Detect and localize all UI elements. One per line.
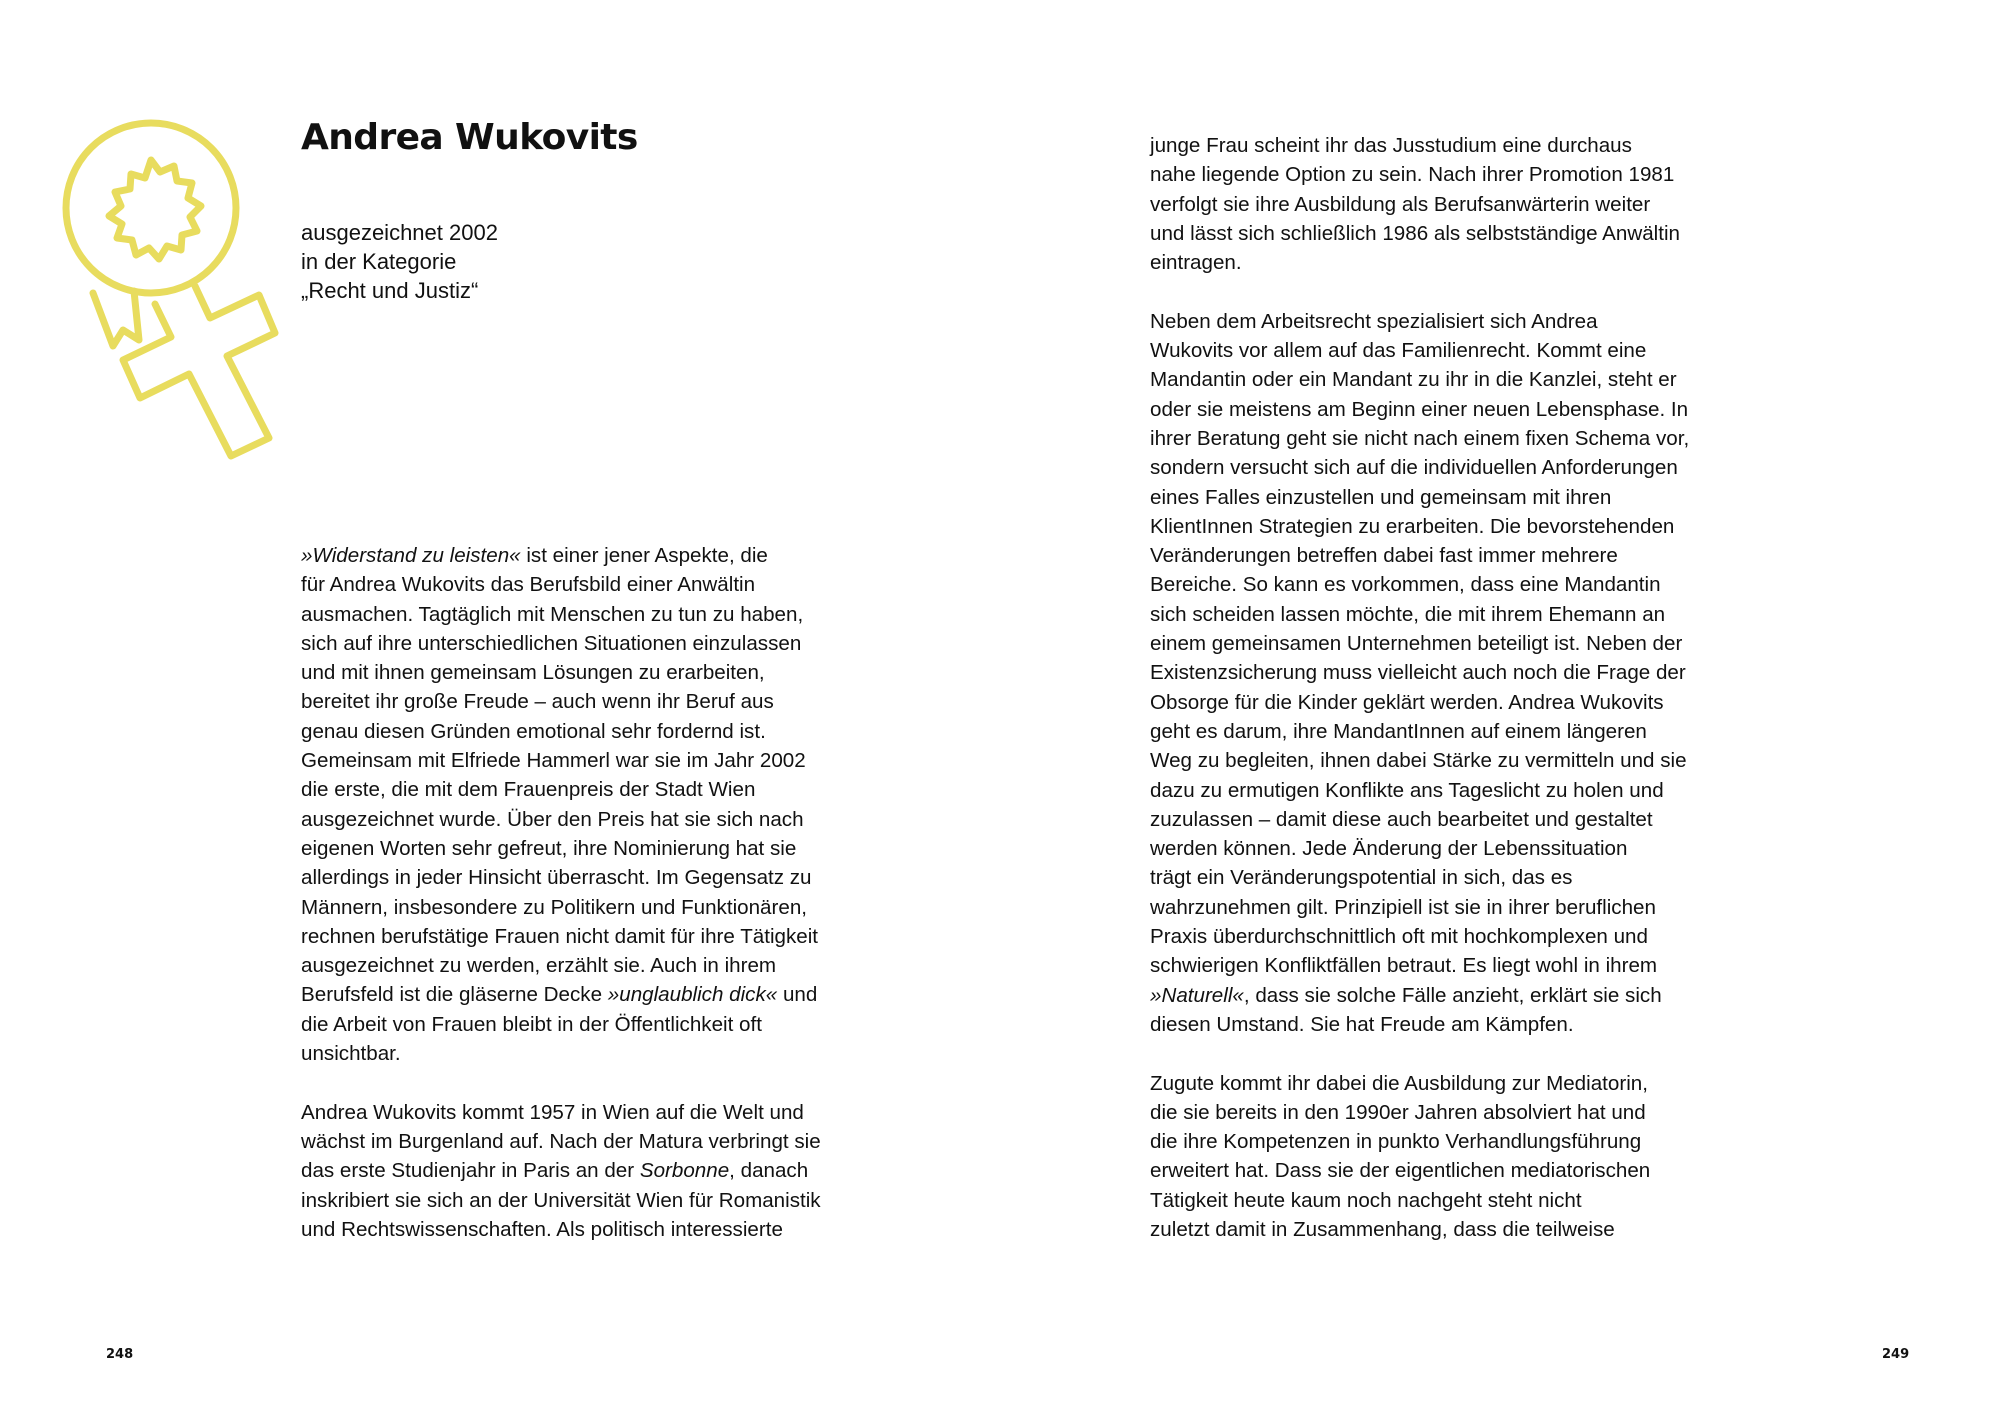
text-segment: ausgezeichnet zu werden, erzählt sie. Auch in ihrem	[301, 954, 777, 978]
text-segment: für Andrea Wukovits das Berufsbild einer Anwältin	[301, 573, 756, 597]
text-line	[1150, 805, 1689, 834]
text-segment: und lässt sich schließlich 1986 als selbstständige Anwältin	[1150, 221, 1681, 245]
emphasized-text: »Widerstand zu leisten«	[301, 544, 521, 567]
text-segment: junge Frau scheint ihr das Jusstudium eine durchaus	[1150, 134, 1632, 157]
text-line	[1150, 981, 1689, 1010]
text-line	[1150, 541, 1689, 570]
text-line	[1150, 776, 1689, 805]
award-category-label: in der Kategorie	[301, 249, 457, 274]
text-line	[301, 805, 821, 834]
page-number-left: 248	[106, 1347, 134, 1362]
page-number-right: 249	[1882, 1347, 1910, 1362]
text-line	[301, 570, 821, 599]
award-info	[301, 218, 498, 305]
text-line	[1150, 600, 1689, 629]
text-segment: Neben dem Arbeitsrecht spezialisiert sich Andrea	[1150, 309, 1598, 333]
text-segment: diesen Umstand. Sie hat Freude am Kämpfen.	[1150, 1012, 1574, 1036]
text-line	[1150, 658, 1689, 687]
text-line	[301, 775, 821, 804]
paragraph-gap	[301, 1068, 821, 1097]
text-line	[301, 951, 821, 980]
text-line	[301, 1098, 821, 1127]
text-line	[301, 980, 821, 1009]
text-segment: KlientInnen Strategien zu erarbeiten. Die bevorstehenden	[1150, 514, 1675, 538]
text-line	[1150, 629, 1689, 658]
text-line	[1150, 1156, 1689, 1185]
text-segment: und Rechtswissenschaften. Als politisch interessierte	[301, 1217, 783, 1241]
text-line	[301, 600, 821, 629]
text-line	[1150, 307, 1689, 336]
text-segment: Praxis überdurchschnittlich oft mit hochkomplexen und	[1150, 925, 1648, 949]
text-segment: wächst im Burgenland auf. Nach der Matura verbringt sie	[301, 1129, 821, 1153]
text-segment: Tätigkeit heute kaum noch nachgeht steht nicht	[1150, 1188, 1582, 1212]
text-line	[1150, 424, 1689, 453]
text-segment: Männern, insbesondere zu Politikern und Funktionären,	[301, 895, 807, 919]
text-segment: Existenzsicherung muss vielleicht auch noch die Frage der	[1150, 661, 1686, 685]
text-segment: einem gemeinsamen Unternehmen beteiligt ist. Neben der	[1150, 632, 1683, 656]
text-line	[1150, 248, 1689, 277]
text-segment: die ihre Kompetenzen in punkto Verhandlungsführung	[1150, 1130, 1642, 1154]
text-segment: verfolgt sie ihre Ausbildung als Berufsanwärterin weiter	[1150, 192, 1651, 216]
text-line	[301, 1156, 821, 1185]
text-line	[1150, 365, 1689, 394]
text-segment: Andrea Wukovits kommt 1957 in Wien auf die Welt und	[301, 1100, 804, 1124]
text-segment: sich auf ihre unterschiedlichen Situationen einzulassen	[301, 631, 802, 655]
emphasized-text: »unglaublich dick«	[607, 983, 778, 1007]
text-segment: ausgezeichnet wurde. Über den Preis hat sie sich nach	[301, 807, 804, 831]
text-line	[1150, 1186, 1689, 1215]
text-line	[1150, 1127, 1689, 1156]
text-line	[1150, 951, 1689, 980]
text-line	[1150, 512, 1689, 541]
text-segment: und	[777, 983, 818, 1007]
female-symbol-rosette-icon	[55, 118, 315, 468]
text-line	[301, 1010, 821, 1039]
text-segment: ihrer Beratung geht sie nicht nach einem fixen Schema vor,	[1150, 426, 1690, 450]
page-title: Andrea Wukovits	[301, 117, 638, 158]
text-line	[301, 1127, 821, 1156]
text-line	[301, 834, 821, 863]
text-segment: nahe liegende Option zu sein. Nach ihrer Promotion 1981	[1150, 163, 1675, 187]
text-segment: zuletzt damit in Zusammenhang, dass die teilweise	[1150, 1217, 1615, 1241]
text-segment: Berufsfeld ist die gläserne Decke	[301, 983, 608, 1007]
text-line	[1150, 1215, 1689, 1244]
text-line	[1150, 336, 1689, 365]
text-segment: trägt ein Veränderungspotential in sich, das es	[1150, 866, 1573, 890]
text-segment: wahrzunehmen gilt. Prinzipiell ist sie in ihrer beruflichen	[1150, 895, 1656, 919]
text-line	[301, 541, 821, 570]
text-segment: werden können. Jede Änderung der Lebenssituation	[1150, 837, 1628, 861]
text-segment: , danach	[729, 1159, 809, 1183]
text-segment: sich scheiden lassen möchte, die mit ihrem Ehemann an	[1150, 602, 1666, 626]
text-line	[1150, 863, 1689, 892]
text-segment: schwierigen Konfliktfällen betraut. Es liegt wohl in ihrem	[1150, 954, 1658, 978]
emphasized-text: Sorbonne	[639, 1159, 730, 1183]
award-year: ausgezeichnet 2002	[301, 220, 498, 245]
text-segment: ausmachen. Tagtäglich mit Menschen zu tun zu haben,	[301, 602, 804, 626]
text-segment: Gemeinsam mit Elfriede Hammerl war sie im Jahr 2002	[301, 749, 806, 773]
text-segment: bereitet ihr große Freude – auch wenn ihr Beruf aus	[301, 690, 774, 714]
text-line	[1150, 893, 1689, 922]
text-line	[1150, 834, 1689, 863]
text-segment: erweitert hat. Dass sie der eigentlichen mediatorischen	[1150, 1159, 1651, 1183]
text-segment: rechnen berufstätige Frauen nicht damit für ihre Tätigkeit	[301, 924, 819, 948]
left-text-column	[301, 541, 821, 1244]
text-line	[301, 687, 821, 716]
text-segment: eintragen.	[1150, 251, 1242, 275]
emphasized-text: »Naturell«	[1150, 983, 1244, 1007]
text-segment: und mit ihnen gemeinsam Lösungen zu erarbeiten,	[301, 661, 765, 685]
text-segment: unsichtbar.	[301, 1042, 401, 1066]
text-line	[1150, 1069, 1689, 1098]
text-segment: , dass sie solche Fälle anzieht, erklärt sie sich	[1243, 983, 1662, 1007]
text-line	[301, 893, 821, 922]
text-segment: eines Falles einzustellen und gemeinsam mit ihren	[1150, 485, 1612, 509]
text-line	[1150, 717, 1689, 746]
paragraph-gap	[1150, 277, 1689, 306]
text-segment: dazu zu ermutigen Konflikte ans Tageslicht zu holen und	[1150, 778, 1664, 802]
text-segment: eigenen Worten sehr gefreut, ihre Nominierung hat sie	[301, 836, 797, 860]
text-segment: zuzulassen – damit diese auch bearbeitet und gestaltet	[1150, 807, 1653, 831]
right-text-column	[1150, 131, 1689, 1244]
text-segment: die erste, die mit dem Frauenpreis der Stadt Wien	[301, 778, 756, 802]
text-line	[301, 922, 821, 951]
text-segment: genau diesen Gründen emotional sehr fordernd ist.	[301, 719, 766, 743]
text-segment: sondern versucht sich auf die individuellen Anforderungen	[1150, 456, 1678, 480]
text-line	[1150, 395, 1689, 424]
text-line	[1150, 1010, 1689, 1039]
text-line	[1150, 160, 1689, 189]
text-segment: Weg zu begleiten, ihnen dabei Stärke zu vermitteln und sie	[1150, 749, 1687, 773]
text-line	[1150, 922, 1689, 951]
text-line	[301, 658, 821, 687]
text-segment: geht es darum, ihre MandantInnen auf einem längeren	[1150, 719, 1647, 743]
text-line	[1150, 688, 1689, 717]
text-segment: Mandantin oder ein Mandant zu ihr in die Kanzlei, steht er	[1150, 368, 1677, 392]
text-line	[301, 629, 821, 658]
text-line	[1150, 1098, 1689, 1127]
text-line	[301, 717, 821, 746]
text-segment: Bereiche. So kann es vorkommen, dass eine Mandantin	[1150, 573, 1661, 597]
text-line	[301, 746, 821, 775]
text-segment: Zugute kommt ihr dabei die Ausbildung zur Mediatorin,	[1150, 1071, 1648, 1095]
text-line	[1150, 746, 1689, 775]
text-line	[301, 1186, 821, 1215]
text-segment: oder sie meistens am Beginn einer neuen Lebensphase. In	[1150, 397, 1689, 421]
text-segment: inskribiert sie sich an der Universität Wien für Romanistik	[301, 1188, 821, 1212]
text-line	[1150, 131, 1689, 160]
text-line	[301, 1039, 821, 1068]
text-segment: ist einer jener Aspekte, die	[520, 544, 768, 567]
paragraph-gap	[1150, 1039, 1689, 1068]
text-line	[1150, 219, 1689, 248]
text-segment: Obsorge für die Kinder geklärt werden. Andrea Wukovits	[1150, 690, 1664, 714]
text-line	[1150, 190, 1689, 219]
text-segment: Wukovits vor allem auf das Familienrecht. Kommt eine	[1150, 339, 1647, 363]
text-segment: das erste Studienjahr in Paris an der	[301, 1159, 640, 1183]
text-line	[301, 1215, 821, 1244]
text-line	[301, 863, 821, 892]
text-line	[1150, 453, 1689, 482]
text-line	[1150, 483, 1689, 512]
text-segment: Veränderungen betreffen dabei fast immer mehrere	[1150, 544, 1618, 568]
award-category: „Recht und Justiz“	[301, 278, 479, 303]
text-segment: allerdings in jeder Hinsicht überrascht. Im Gegensatz zu	[301, 866, 812, 890]
text-line	[1150, 570, 1689, 599]
text-segment: die Arbeit von Frauen bleibt in der Öffentlichkeit oft	[301, 1012, 762, 1036]
text-segment: die sie bereits in den 1990er Jahren absolviert hat und	[1150, 1100, 1646, 1124]
